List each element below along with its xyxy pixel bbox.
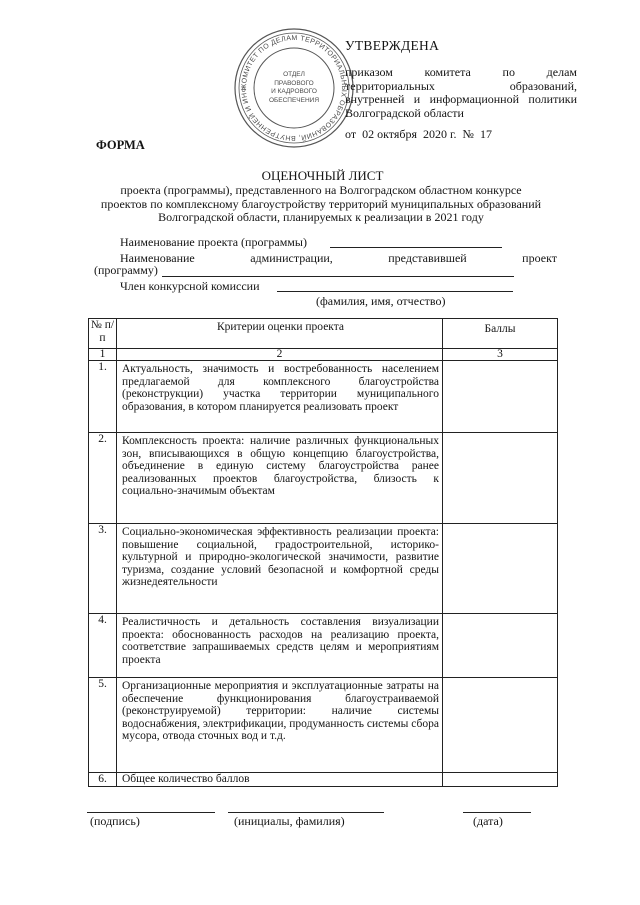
page-title: ОЦЕНОЧНЫЙ ЛИСТ [261, 168, 384, 183]
index-cell: 2 [117, 349, 443, 361]
row-number: 4. [89, 614, 117, 678]
stamp-ring-text: КОМИТЕТ ПО ДЕЛАМ ТЕРРИТОРИАЛЬНЫХ ОБРАЗОВАНИЙ, ВНУТРЕННЕЙ И ИНФ [240, 34, 348, 142]
subtitle-line: Волгоградской области, планируемых к реализации в 2021 году [158, 210, 484, 224]
stamp-line: ОТДЕЛ [283, 71, 305, 78]
criterion-cell [117, 773, 443, 787]
label-word: проект [522, 251, 557, 265]
total-score-cell[interactable] [443, 773, 558, 787]
table-row [89, 433, 558, 524]
index-cell: 1 [89, 349, 117, 361]
criterion-text: Комплексность проекта: наличие различных функциональных зон, вписывающихся в общую концепцию благоустройства, объединение в единую систему благоустройства ранее реализованных проектов благоустройства, близость к социально-значимым объектам [122, 435, 439, 497]
approval-line: приказом комитета по делам [345, 65, 577, 79]
row-number: 3. [89, 524, 117, 614]
approval-date: от 02 октября 2020 г. № 17 [345, 127, 493, 141]
criterion-cell [117, 361, 443, 433]
table-row [89, 524, 558, 614]
subtitle-line: проекта (программы), представленного на Волгоградском областном конкурсе [120, 183, 522, 197]
score-cell[interactable] [443, 361, 558, 433]
table-index-row [89, 349, 558, 361]
header-num: № п/п [89, 319, 117, 349]
stamp-inner-text [232, 71, 356, 105]
label-word: Наименование [120, 251, 195, 265]
header-criteria: Критерии оценки проекта [117, 319, 443, 349]
initials-caption: (инициалы, фамилия) [234, 814, 345, 828]
criterion-text: Реалистичность и детальность составления визуализации проекта: обоснованность расходов на реализацию проекта, соответствие запрашиваемых средств целям и мероприятиям проекта [122, 616, 439, 666]
row-number: 2. [89, 433, 117, 524]
score-cell[interactable] [443, 678, 558, 773]
score-cell[interactable] [443, 433, 558, 524]
approval-line: Волгоградской области [345, 105, 464, 120]
commission-member-hint: (фамилия, имя, отчество) [316, 294, 446, 308]
table-row-total [89, 773, 558, 787]
stamp-line: И КАДРОВОГО [271, 88, 317, 95]
approval-line: территориальных образований, [345, 78, 577, 93]
row-number: 6. [89, 773, 117, 787]
criterion-text: Актуальность, значимость и востребованность населением предлагаемой для комплексного благоустройства (реконструкции) участка территории муниципального образования, в котором планируется реализовать проект [122, 363, 439, 413]
criteria-table [88, 318, 558, 787]
stamp-line: ПРАВОВОГО [274, 79, 314, 87]
official-stamp [232, 26, 356, 150]
approval-title: УТВЕРЖДЕНА [345, 38, 440, 53]
approval-line: внутренней и информационной политики [345, 92, 577, 106]
date-field[interactable] [463, 812, 531, 813]
page-subtitle [92, 184, 550, 225]
row-number: 5. [89, 678, 117, 773]
table-row [89, 678, 558, 773]
label-word: представившей [388, 251, 467, 265]
stamp-line: ОБЕСПЕЧЕНИЯ [268, 96, 320, 104]
criterion-cell [117, 678, 443, 773]
header-score: Баллы [443, 319, 558, 349]
index-cell: 3 [443, 349, 558, 361]
label-word: администрации, [250, 251, 333, 265]
criterion-text: Общее количество баллов [122, 773, 250, 785]
initials-field[interactable] [228, 812, 384, 813]
score-cell[interactable] [443, 524, 558, 614]
criterion-cell [117, 614, 443, 678]
project-name-field[interactable] [330, 247, 502, 248]
form-label: ФОРМА [96, 138, 145, 152]
signature-caption: (подпись) [90, 814, 140, 828]
table-row [89, 614, 558, 678]
signature-field[interactable] [87, 812, 215, 813]
administration-field[interactable] [162, 276, 514, 277]
approval-text [345, 66, 577, 120]
row-number: 1. [89, 361, 117, 433]
criterion-cell [117, 524, 443, 614]
administration-label-cont: (программу) [94, 263, 158, 277]
criterion-text: Организационные мероприятия и эксплуатационные затраты на обеспечение функционирования благоустраиваемой (реконструируемой) территории: наличие системы водоснабжения, электрификации, продуманность системы сбора мусора, отвода сточных вод и т.д. [122, 680, 439, 742]
commission-member-field[interactable] [277, 291, 513, 292]
score-cell[interactable] [443, 614, 558, 678]
administration-label [120, 252, 557, 265]
project-name-label: Наименование проекта (программы) [120, 235, 307, 249]
criterion-text: Социально-экономическая эффективность реализации проекта: повышение социальной, градостроительной, историко-культурной и природно-экологической значимости, развитие туризма, создание условий безопасной и комфортной среды жизнедеятельности [122, 526, 439, 588]
subtitle-line: проектов по комплексному благоустройству территорий муниципальных образований [100, 196, 542, 211]
date-caption: (дата) [473, 814, 503, 828]
table-row [89, 361, 558, 433]
commission-member-label: Член конкурсной комиссии [120, 279, 260, 293]
criterion-cell [117, 433, 443, 524]
table-header-row [89, 319, 558, 349]
